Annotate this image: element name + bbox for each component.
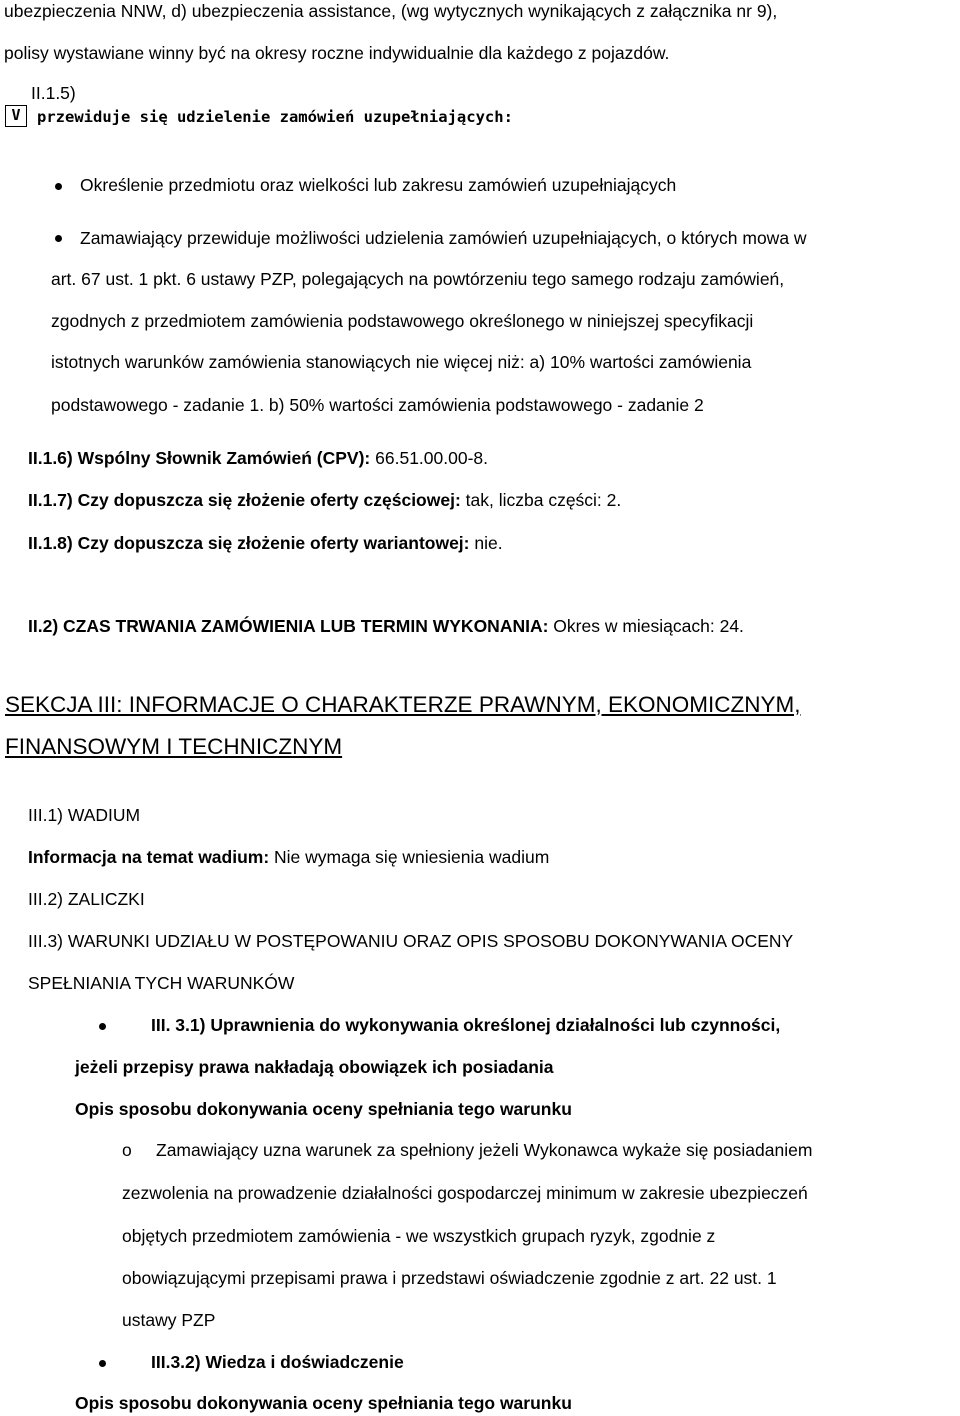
partial-offer-line <box>28 489 621 511</box>
cpv-value: 66.51.00.00-8. <box>370 448 488 468</box>
supplementary-orders-label: przewiduje się udzielenie zamówień uzupełniających: <box>37 108 513 126</box>
wadium-value: Nie wymaga się wniesienia wadium <box>269 847 550 867</box>
wadium-heading: III.1) WADIUM <box>28 805 141 825</box>
cpv-label: II.1.6) Wspólny Słownik Zamówień (CPV): <box>28 448 371 468</box>
bullet-icon <box>55 183 62 190</box>
variant-offer-label: II.1.8) Czy dopuszcza się złożenie oferty wariantowej: <box>28 533 470 553</box>
bullet-2-line-5: podstawowego - zadanie 1. b) 50% wartości zamówienia podstawowego - zadanie 2 <box>51 395 704 415</box>
assessment-heading-2: Opis sposobu dokonywania oceny spełniania tego warunku <box>75 1393 572 1413</box>
item-3-1-line-1: III. 3.1) Uprawnienia do wykonywania określonej działalności lub czynności, <box>151 1015 781 1035</box>
section-3-title-line-1: SEKCJA III: INFORMACJE O CHARAKTERZE PRAWNYM, EKONOMICZNYM, <box>5 692 801 717</box>
sub-item-line-2: zezwolenia na prowadzenie działalności gospodarczej minimum w zakresie ubezpieczeń <box>122 1183 808 1203</box>
section-3-title-line-2: FINANSOWYM I TECHNICZNYM <box>5 734 343 759</box>
partial-offer-value: tak, liczba części: 2. <box>460 490 622 510</box>
sub-item-line-3: objętych przedmiotem zamówienia - we wszystkich grupach ryzyk, zgodnie z <box>122 1226 716 1246</box>
zaliczki-heading: III.2) ZALICZKI <box>28 889 145 909</box>
bullet-1-text: Określenie przedmiotu oraz wielkości lub zakresu zamówień uzupełniających <box>80 175 677 195</box>
sub-item-line-1: Zamawiający uzna warunek za spełniony jeżeli Wykonawca wykaże się posiadaniem <box>156 1140 813 1160</box>
bullet-2-line-2: art. 67 ust. 1 pkt. 6 ustawy PZP, polegających na powtórzeniu tego samego rodzaju zamówień, <box>51 269 785 289</box>
assessment-heading: Opis sposobu dokonywania oceny spełniania tego warunku <box>75 1099 572 1119</box>
intro-line-2: polisy wystawiane winny być na okresy roczne indywidualnie dla każdego z pojazdów. <box>4 43 670 63</box>
partial-offer-label: II.1.7) Czy dopuszcza się złożenie oferty częściowej: <box>28 490 461 510</box>
sub-bullet-icon: o <box>122 1140 132 1160</box>
item-3-2: III.3.2) Wiedza i doświadczenie <box>151 1352 404 1372</box>
checkbox-icon: V <box>5 105 27 127</box>
wadium-label: Informacja na temat wadium: <box>28 847 270 867</box>
bullet-2-line-4: istotnych warunków zamówienia stanowiących nie więcej niż: a) 10% wartości zamówienia <box>51 352 752 372</box>
duration-line <box>28 615 744 637</box>
intro-line-1: ubezpieczenia NNW, d) ubezpieczenia assistance, (wg wytycznych wynikających z załącznika nr 9), <box>4 1 778 21</box>
cpv-line <box>28 447 488 469</box>
bullet-2-line-1: Zamawiający przewiduje możliwości udzielenia zamówień uzupełniających, o których mowa w <box>80 228 807 248</box>
duration-label: II.2) CZAS TRWANIA ZAMÓWIENIA LUB TERMIN WYKONANIA: <box>28 616 549 636</box>
variant-offer-line <box>28 532 503 554</box>
bullet-icon <box>99 1360 106 1367</box>
warunki-heading-line-1: III.3) WARUNKI UDZIAŁU W POSTĘPOWANIU ORAZ OPIS SPOSOBU DOKONYWANIA OCENY <box>28 931 794 951</box>
wadium-line <box>28 846 549 868</box>
item-3-1-line-2: jeżeli przepisy prawa nakładają obowiązek ich posiadania <box>75 1057 554 1077</box>
bullet-icon <box>99 1023 106 1030</box>
bullet-icon <box>55 235 62 242</box>
sub-item-line-4: obowiązującymi przepisami prawa i przedstawi oświadczenie zgodnie z art. 22 ust. 1 <box>122 1268 777 1288</box>
variant-offer-value: nie. <box>469 533 503 553</box>
sub-item-line-5: ustawy PZP <box>122 1310 216 1330</box>
section-number-2-1-5: II.1.5) <box>31 83 76 103</box>
duration-value: Okres w miesiącach: 24. <box>548 616 744 636</box>
bullet-2-line-3: zgodnych z przedmiotem zamówienia podstawowego określonego w niniejszej specyfikacji <box>51 311 754 331</box>
warunki-heading-line-2: SPEŁNIANIA TYCH WARUNKÓW <box>28 973 295 993</box>
